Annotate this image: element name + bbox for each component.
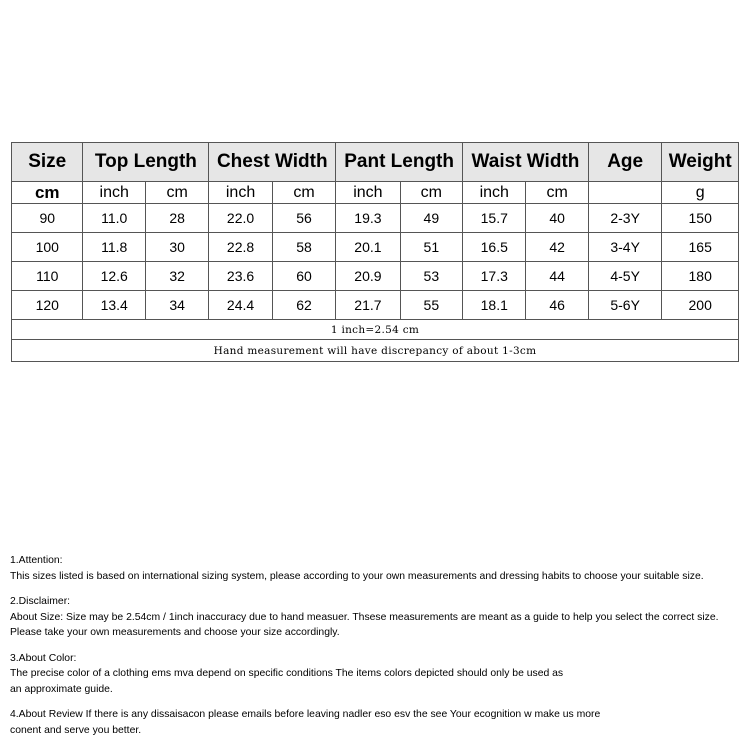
table-row [12,204,739,233]
unit-cell: cm [400,182,462,204]
table-cell: 18.1 [463,291,526,320]
color-note [10,651,750,698]
header-waist-width: Waist Width [463,143,589,182]
table-cell: 110 [12,262,83,291]
table-cell: 13.4 [83,291,145,320]
table-cell: 60 [272,262,335,291]
table-cell: 56 [272,204,335,233]
table-cell: 40 [526,204,588,233]
unit-cell: g [662,182,739,204]
unit-row [12,182,739,204]
table-cell: 34 [145,291,208,320]
table-cell: 22.0 [209,204,272,233]
table-cell: 32 [145,262,208,291]
table-cell: 62 [272,291,335,320]
unit-cell: inch [83,182,145,204]
table-cell: 120 [12,291,83,320]
table-cell: 24.4 [209,291,272,320]
table-cell: 3-4Y [588,233,662,262]
header-size: Size [12,143,83,182]
note-text: About Size: Size may be 2.54cm / 1inch inaccuracy due to hand measuer. Thsese measurements are meant as a guide to help you select the correct size. [10,611,719,623]
table-row [12,291,739,320]
note-title: 2.Disclaimer: [10,596,71,607]
note-text: The precise color of a clothing ems mva depend on specific conditions The items colors depicted should only be used as [10,668,564,679]
unit-cell: cm [526,182,588,204]
table-cell: 11.8 [83,233,145,262]
header-row [12,143,739,182]
unit-cell: inch [209,182,272,204]
table-cell: 44 [526,262,588,291]
header-age: Age [588,143,662,182]
size-chart-table [11,142,739,362]
review-note [10,707,750,738]
header-weight: Weight [662,143,739,182]
measurement-note-row [12,340,739,362]
note-text: Please take your own measurements and choose your size accordingly. [10,627,340,638]
table-row [12,233,739,262]
table-cell: 150 [662,204,739,233]
header-chest-width: Chest Width [209,143,336,182]
table-cell: 4-5Y [588,262,662,291]
table-cell: 11.0 [83,204,145,233]
table-cell: 12.6 [83,262,145,291]
note-text: an approximate guide. [10,683,113,695]
table-cell: 49 [400,204,462,233]
conversion-note: 1 inch=2.54 cm [12,320,739,340]
table-cell: 20.1 [336,233,400,262]
table-cell: 22.8 [209,233,272,262]
unit-cell: inch [336,182,400,204]
table-row [12,262,739,291]
table-cell: 180 [662,262,739,291]
notes-section [10,553,750,748]
table-cell: 200 [662,291,739,320]
table-cell: 20.9 [336,262,400,291]
unit-cell: cm [272,182,335,204]
table-cell: 55 [400,291,462,320]
attention-note [10,553,750,584]
note-title: 3.About Color: [10,652,77,664]
disclaimer-note [10,594,750,641]
header-pant-length: Pant Length [336,143,463,182]
table-cell: 15.7 [463,204,526,233]
table-cell: 100 [12,233,83,262]
table-cell: 19.3 [336,204,400,233]
note-text: 4.About Review If there is any dissaisacon please emails before leaving nadler eso esv the see Your ecognition w make us more [10,709,601,720]
table-cell: 58 [272,233,335,262]
header-top-length: Top Length [83,143,209,182]
table-cell: 51 [400,233,462,262]
table-cell: 53 [400,262,462,291]
table-cell: 2-3Y [588,204,662,233]
table-cell: 16.5 [463,233,526,262]
unit-cell: cm [145,182,208,204]
table-cell: 90 [12,204,83,233]
measurement-note: Hand measurement will have discrepancy of about 1-3cm [12,340,739,362]
table-cell: 21.7 [336,291,400,320]
table-cell: 23.6 [209,262,272,291]
note-text: conent and serve you better. [10,724,142,736]
note-title: 1.Attention: [10,555,63,566]
conversion-note-row [12,320,739,340]
table-cell: 46 [526,291,588,320]
unit-cell [588,182,662,204]
table-cell: 17.3 [463,262,526,291]
unit-cell: inch [463,182,526,204]
table-cell: 30 [145,233,208,262]
table-cell: 5-6Y [588,291,662,320]
table-cell: 42 [526,233,588,262]
table-cell: 165 [662,233,739,262]
unit-cell: cm [12,182,83,204]
note-text: This sizes listed is based on international sizing system, please according to your own measurements and dressing habits to choose your suitable size. [10,570,704,582]
table-cell: 28 [145,204,208,233]
